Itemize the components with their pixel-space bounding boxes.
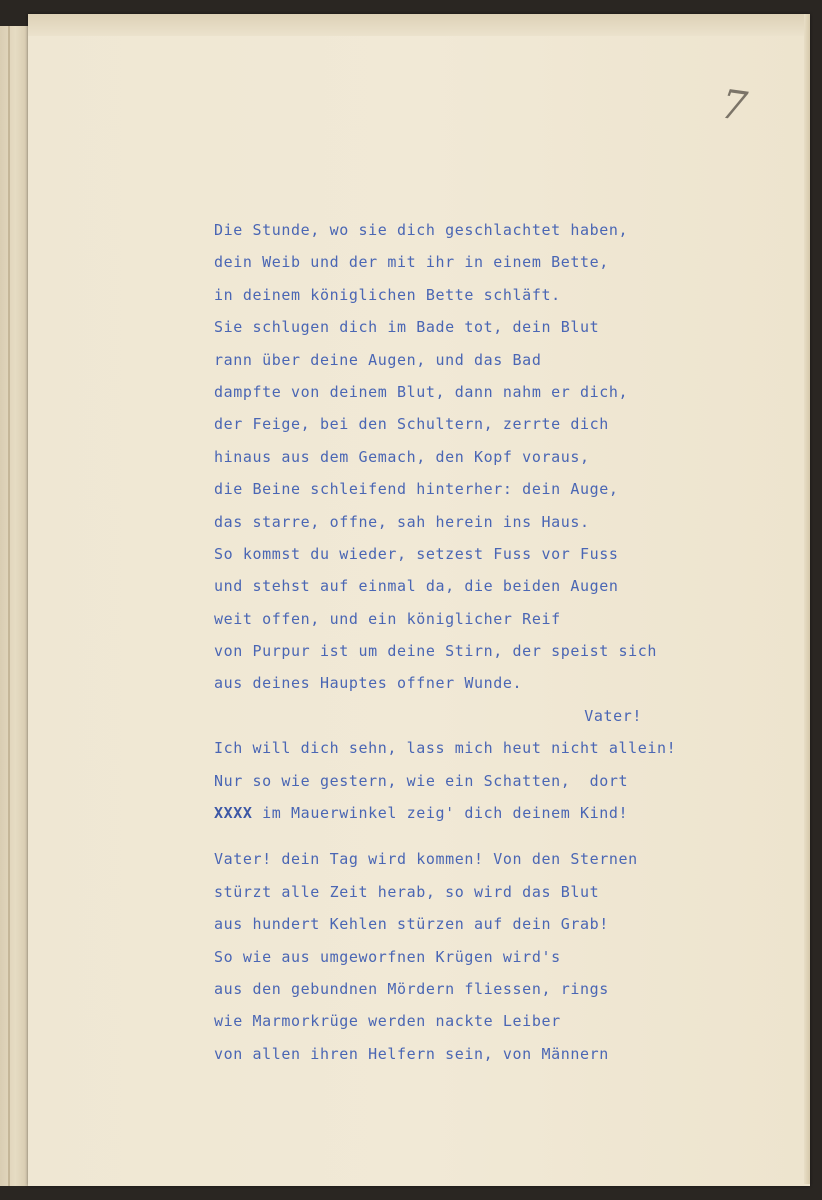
stanza-1 — [214, 214, 734, 700]
text-line: stürzt alle Zeit herab, so wird das Blut — [214, 882, 600, 901]
text-line-rest: im Mauerwinkel zeig' dich deinem Kind! — [252, 804, 629, 823]
vater-exclamation: Vater! — [584, 706, 642, 725]
stanza-gap — [214, 829, 734, 843]
text-line: aus hundert Kehlen stürzen auf dein Grab! — [214, 915, 609, 934]
text-line: So kommst du wieder, setzest Fuss vor Fuss — [214, 544, 619, 563]
text-line: hinaus aus dem Gemach, den Kopf voraus, — [214, 447, 590, 466]
text-line: die Beine schleifend hinterher: dein Auge, — [214, 480, 619, 499]
struck-out-word: XXXX — [214, 804, 253, 823]
text-line: von Purpur ist um deine Stirn, der speist sich — [214, 642, 658, 661]
text-line: weit offen, und ein königlicher Reif — [214, 609, 561, 628]
text-line: von allen ihren Helfern sein, von Männern — [214, 1044, 609, 1063]
text-line: wie Marmorkrüge werden nackte Leiber — [214, 1012, 561, 1031]
stanza-2 — [214, 732, 734, 829]
text-line: das starre, offne, sah herein ins Haus. — [214, 512, 590, 531]
text-line: rann über deine Augen, und das Bad — [214, 350, 542, 369]
underlying-page-line — [8, 26, 10, 1186]
text-line: Nur so wie gestern, wie ein Schatten, dort — [214, 771, 629, 790]
stanza-3 — [214, 843, 734, 1070]
page-right-edge — [804, 14, 810, 1184]
text-line: aus den gebundnen Mördern fliessen, rings — [214, 979, 609, 998]
text-line: Vater! dein Tag wird kommen! Von den Sternen — [214, 850, 638, 869]
text-line: dein Weib und der mit ihr in einem Bette, — [214, 253, 609, 272]
text-line: und stehst auf einmal da, die beiden Augen — [214, 577, 619, 596]
page-top-edge — [28, 14, 810, 36]
text-line: in deinem königlichen Bette schläft. — [214, 285, 561, 304]
typed-text-block — [214, 214, 734, 1070]
text-line: Ich will dich sehn, lass mich heut nicht allein! — [214, 739, 677, 758]
text-line: der Feige, bei den Schultern, zerrte dich — [214, 415, 609, 434]
text-line: aus deines Hauptes offner Wunde. — [214, 674, 523, 693]
text-line: Sie schlugen dich im Bade tot, dein Blut — [214, 318, 600, 337]
text-line: dampfte von deinem Blut, dann nahm er dich, — [214, 382, 629, 401]
text-line-with-strikeout — [214, 797, 734, 829]
text-line: So wie aus umgeworfnen Krügen wird's — [214, 947, 561, 966]
text-line: Die Stunde, wo sie dich geschlachtet haben, — [214, 221, 629, 239]
handwritten-page-number: 7 — [718, 81, 750, 131]
